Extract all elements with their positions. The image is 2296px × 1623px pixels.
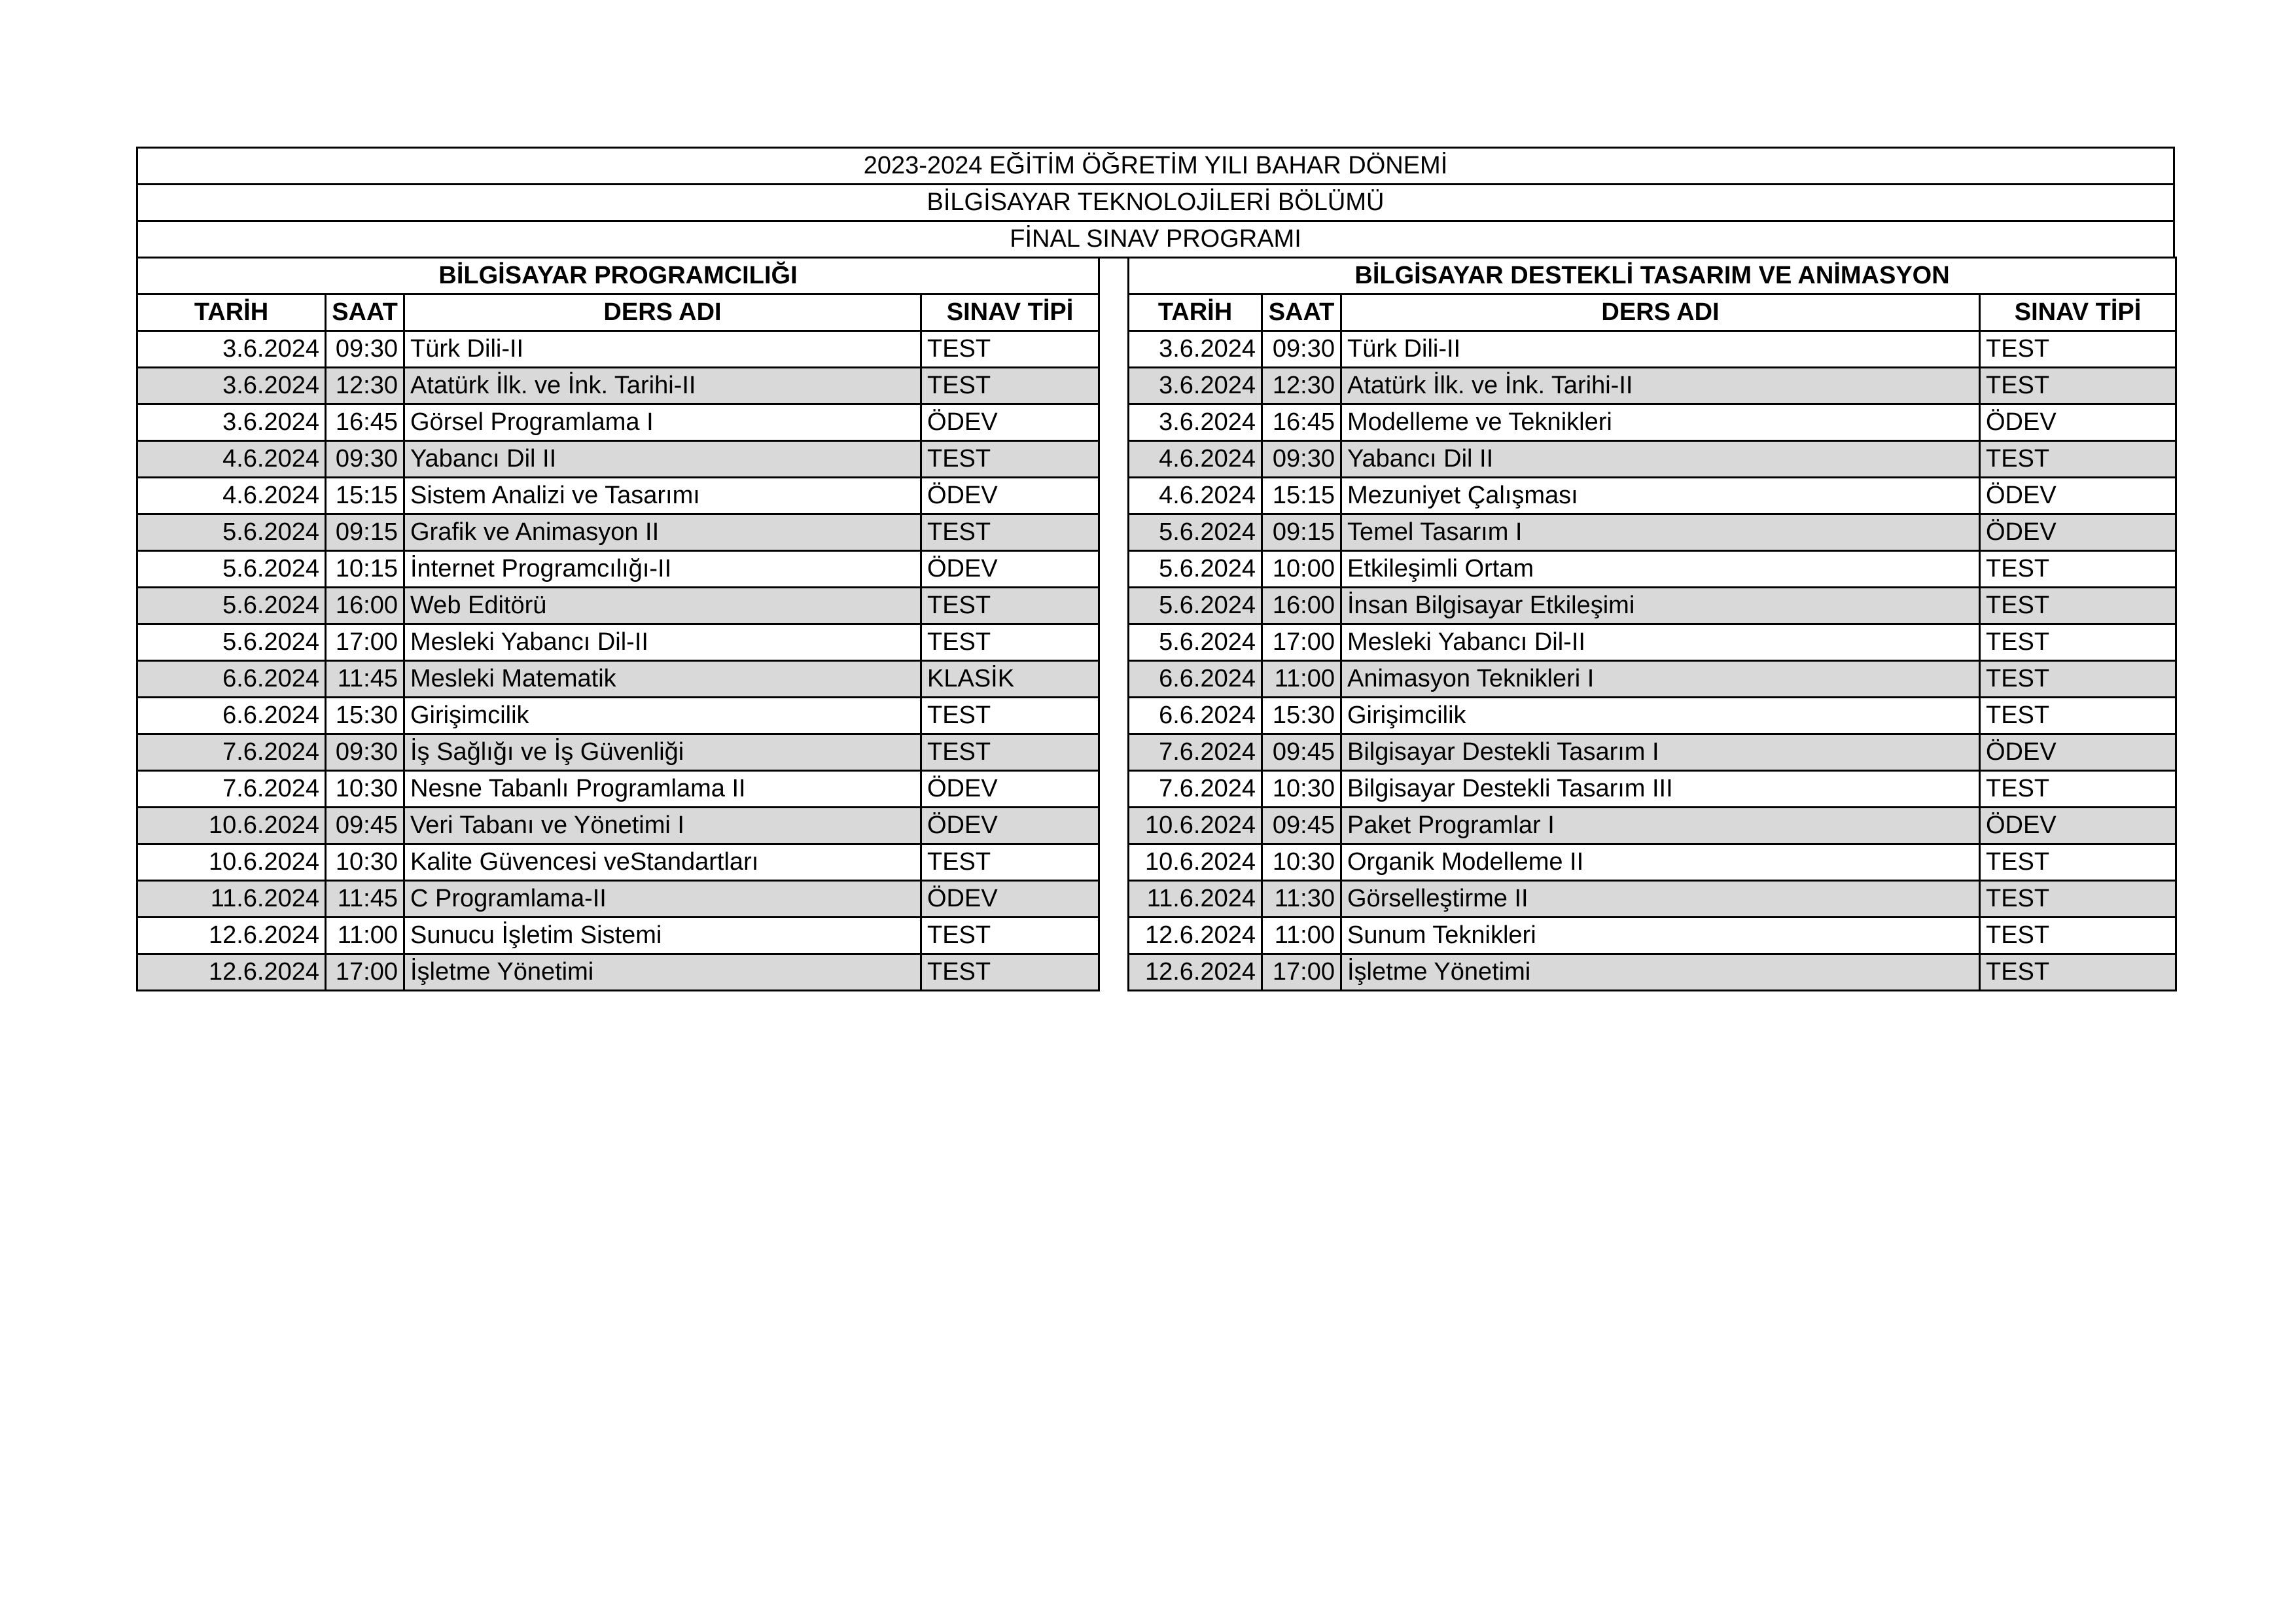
exam-time: 16:45	[1262, 404, 1341, 441]
exam-type: ÖDEV	[921, 404, 1099, 441]
exam-schedule-sheet	[136, 147, 2175, 986]
exam-date: 7.6.2024	[137, 734, 326, 771]
exam-date: 4.6.2024	[1129, 441, 1262, 478]
course-name: Animasyon Teknikleri I	[1341, 661, 1980, 698]
course-name: Sunum Teknikleri	[1341, 918, 1980, 954]
exam-type: ÖDEV	[1980, 478, 2176, 514]
exam-date: 3.6.2024	[137, 331, 326, 368]
table-row	[1129, 551, 2176, 588]
exam-type: ÖDEV	[1980, 404, 2176, 441]
table-row	[137, 331, 1099, 368]
course-name: Girişimcilik	[404, 698, 921, 734]
right-program-title: BİLGİSAYAR DESTEKLİ TASARIM VE ANİMASYON	[1129, 258, 2176, 294]
table-row	[1129, 478, 2176, 514]
exam-date: 6.6.2024	[137, 661, 326, 698]
exam-date: 12.6.2024	[1129, 954, 1262, 991]
exam-time: 10:30	[326, 771, 404, 808]
exam-time: 09:30	[1262, 331, 1341, 368]
course-name: Web Editörü	[404, 588, 921, 624]
exam-type: TEST	[921, 844, 1099, 881]
exam-date: 7.6.2024	[1129, 771, 1262, 808]
exam-type: ÖDEV	[1980, 734, 2176, 771]
exam-date: 10.6.2024	[137, 808, 326, 844]
exam-date: 10.6.2024	[1129, 844, 1262, 881]
course-name: Yabancı Dil II	[1341, 441, 1980, 478]
exam-time: 12:30	[326, 368, 404, 404]
exam-type: ÖDEV	[921, 551, 1099, 588]
course-name: Atatürk İlk. ve İnk. Tarihi-II	[1341, 368, 1980, 404]
exam-type: ÖDEV	[1980, 808, 2176, 844]
right-program-table	[1127, 257, 2177, 991]
table-row	[1129, 771, 2176, 808]
exam-time: 09:15	[326, 514, 404, 551]
exam-date: 11.6.2024	[137, 881, 326, 918]
course-name: Etkileşimli Ortam	[1341, 551, 1980, 588]
course-name: İnsan Bilgisayar Etkileşimi	[1341, 588, 1980, 624]
col-header-course: DERS ADI	[1341, 294, 1980, 331]
course-name: Yabancı Dil II	[404, 441, 921, 478]
exam-type: TEST	[1980, 698, 2176, 734]
table-row	[1129, 918, 2176, 954]
table-row	[137, 404, 1099, 441]
department-title: BİLGİSAYAR TEKNOLOJİLERİ BÖLÜMÜ	[137, 185, 2174, 221]
table-row	[1129, 588, 2176, 624]
exam-time: 09:45	[1262, 808, 1341, 844]
exam-time: 10:15	[326, 551, 404, 588]
table-row	[137, 844, 1099, 881]
exam-date: 4.6.2024	[137, 441, 326, 478]
table-row	[137, 368, 1099, 404]
exam-time: 17:00	[1262, 624, 1341, 661]
exam-time: 11:00	[1262, 661, 1341, 698]
table-row	[1129, 514, 2176, 551]
table-row	[137, 441, 1099, 478]
table-row	[137, 698, 1099, 734]
left-program-title: BİLGİSAYAR PROGRAMCILIĞI	[137, 258, 1099, 294]
exam-type: ÖDEV	[921, 771, 1099, 808]
exam-time: 16:00	[1262, 588, 1341, 624]
course-name: İş Sağlığı ve İş Güvenliği	[404, 734, 921, 771]
left-program-table	[136, 257, 1100, 991]
exam-type: TEST	[1980, 588, 2176, 624]
exam-time: 09:45	[1262, 734, 1341, 771]
exam-time: 12:30	[1262, 368, 1341, 404]
exam-type: ÖDEV	[921, 808, 1099, 844]
course-name: Kalite Güvencesi veStandartları	[404, 844, 921, 881]
exam-type: TEST	[1980, 624, 2176, 661]
col-header-exam-type: SINAV TİPİ	[1980, 294, 2176, 331]
exam-date: 3.6.2024	[1129, 331, 1262, 368]
course-name: Nesne Tabanlı Programlama II	[404, 771, 921, 808]
exam-time: 09:30	[326, 734, 404, 771]
exam-type: TEST	[921, 698, 1099, 734]
exam-date: 3.6.2024	[137, 404, 326, 441]
course-name: Bilgisayar Destekli Tasarım III	[1341, 771, 1980, 808]
table-row	[1129, 954, 2176, 991]
course-name: Atatürk İlk. ve İnk. Tarihi-II	[404, 368, 921, 404]
table-row	[137, 918, 1099, 954]
table-row	[1129, 368, 2176, 404]
course-name: Mezuniyet Çalışması	[1341, 478, 1980, 514]
table-row	[1129, 844, 2176, 881]
course-name: Grafik ve Animasyon II	[404, 514, 921, 551]
table-row	[137, 478, 1099, 514]
exam-time: 09:30	[326, 331, 404, 368]
exam-date: 12.6.2024	[1129, 918, 1262, 954]
exam-type: TEST	[921, 588, 1099, 624]
table-row	[1129, 624, 2176, 661]
exam-time: 16:45	[326, 404, 404, 441]
exam-type: TEST	[1980, 918, 2176, 954]
exam-type: TEST	[921, 368, 1099, 404]
exam-time: 17:00	[326, 954, 404, 991]
exam-date: 3.6.2024	[1129, 368, 1262, 404]
exam-time: 15:15	[1262, 478, 1341, 514]
exam-time: 11:30	[1262, 881, 1341, 918]
exam-date: 6.6.2024	[137, 698, 326, 734]
exam-date: 10.6.2024	[137, 844, 326, 881]
table-row	[1129, 881, 2176, 918]
exam-type: ÖDEV	[921, 881, 1099, 918]
table-row	[137, 624, 1099, 661]
exam-time: 15:30	[1262, 698, 1341, 734]
course-name: Bilgisayar Destekli Tasarım I	[1341, 734, 1980, 771]
table-row	[137, 808, 1099, 844]
table-row	[137, 734, 1099, 771]
course-name: Sunucu İşletim Sistemi	[404, 918, 921, 954]
col-header-time: SAAT	[326, 294, 404, 331]
table-row	[1129, 698, 2176, 734]
exam-date: 5.6.2024	[137, 588, 326, 624]
exam-time: 09:45	[326, 808, 404, 844]
exam-type: TEST	[1980, 771, 2176, 808]
exam-time: 09:15	[1262, 514, 1341, 551]
exam-time: 10:00	[1262, 551, 1341, 588]
exam-date: 3.6.2024	[1129, 404, 1262, 441]
exam-time: 09:30	[326, 441, 404, 478]
table-row	[137, 514, 1099, 551]
exam-type: TEST	[1980, 954, 2176, 991]
course-name: Mesleki Matematik	[404, 661, 921, 698]
exam-type: TEST	[921, 734, 1099, 771]
right-program-rows	[1129, 331, 2176, 991]
exam-time: 17:00	[1262, 954, 1341, 991]
col-header-date: TARİH	[1129, 294, 1262, 331]
course-name: Türk Dili-II	[404, 331, 921, 368]
exam-date: 5.6.2024	[1129, 551, 1262, 588]
exam-date: 4.6.2024	[137, 478, 326, 514]
course-name: Türk Dili-II	[1341, 331, 1980, 368]
exam-date: 5.6.2024	[137, 624, 326, 661]
course-name: Mesleki Yabancı Dil-II	[404, 624, 921, 661]
exam-time: 15:30	[326, 698, 404, 734]
academic-year-title: 2023-2024 EĞİTİM ÖĞRETİM YILI BAHAR DÖNEMİ	[137, 148, 2174, 185]
exam-type: TEST	[1980, 368, 2176, 404]
exam-time: 11:45	[326, 661, 404, 698]
exam-date: 12.6.2024	[137, 954, 326, 991]
course-name: İşletme Yönetimi	[1341, 954, 1980, 991]
exam-type: TEST	[1980, 881, 2176, 918]
course-name: C Programlama-II	[404, 881, 921, 918]
table-row	[1129, 808, 2176, 844]
col-header-time: SAAT	[1262, 294, 1341, 331]
course-name: Mesleki Yabancı Dil-II	[1341, 624, 1980, 661]
exam-time: 15:15	[326, 478, 404, 514]
table-row	[1129, 441, 2176, 478]
left-program-rows	[137, 331, 1099, 991]
exam-type: ÖDEV	[921, 478, 1099, 514]
exam-date: 6.6.2024	[1129, 698, 1262, 734]
course-name: İnternet Programcılığı-II	[404, 551, 921, 588]
exam-date: 4.6.2024	[1129, 478, 1262, 514]
exam-date: 7.6.2024	[1129, 734, 1262, 771]
exam-program-title: FİNAL SINAV PROGRAMI	[137, 221, 2174, 258]
table-row	[1129, 331, 2176, 368]
table-row	[1129, 661, 2176, 698]
schedule-header	[136, 147, 2175, 259]
exam-time: 10:30	[1262, 844, 1341, 881]
exam-type: TEST	[921, 918, 1099, 954]
exam-date: 5.6.2024	[1129, 624, 1262, 661]
course-name: Sistem Analizi ve Tasarımı	[404, 478, 921, 514]
exam-type: TEST	[1980, 551, 2176, 588]
exam-date: 6.6.2024	[1129, 661, 1262, 698]
exam-type: TEST	[921, 514, 1099, 551]
exam-time: 10:30	[326, 844, 404, 881]
col-header-exam-type: SINAV TİPİ	[921, 294, 1099, 331]
exam-date: 11.6.2024	[1129, 881, 1262, 918]
col-header-course: DERS ADI	[404, 294, 921, 331]
exam-time: 16:00	[326, 588, 404, 624]
exam-date: 3.6.2024	[137, 368, 326, 404]
course-name: Organik Modelleme II	[1341, 844, 1980, 881]
exam-date: 12.6.2024	[137, 918, 326, 954]
course-name: Görselleştirme II	[1341, 881, 1980, 918]
exam-time: 09:30	[1262, 441, 1341, 478]
table-row	[1129, 404, 2176, 441]
exam-time: 17:00	[326, 624, 404, 661]
table-row	[1129, 734, 2176, 771]
table-row	[137, 588, 1099, 624]
exam-date: 5.6.2024	[137, 514, 326, 551]
exam-type: TEST	[921, 624, 1099, 661]
exam-date: 5.6.2024	[1129, 514, 1262, 551]
course-name: Temel Tasarım I	[1341, 514, 1980, 551]
table-row	[137, 954, 1099, 991]
exam-date: 7.6.2024	[137, 771, 326, 808]
exam-type: TEST	[921, 331, 1099, 368]
table-row	[137, 661, 1099, 698]
table-row	[137, 551, 1099, 588]
course-name: Paket Programlar I	[1341, 808, 1980, 844]
course-name: İşletme Yönetimi	[404, 954, 921, 991]
course-name: Görsel Programlama I	[404, 404, 921, 441]
table-row	[137, 771, 1099, 808]
col-header-date: TARİH	[137, 294, 326, 331]
exam-type: TEST	[1980, 441, 2176, 478]
exam-time: 11:00	[326, 918, 404, 954]
exam-type: TEST	[921, 954, 1099, 991]
exam-date: 5.6.2024	[137, 551, 326, 588]
course-name: Veri Tabanı ve Yönetimi I	[404, 808, 921, 844]
exam-type: ÖDEV	[1980, 514, 2176, 551]
exam-type: KLASİK	[921, 661, 1099, 698]
exam-type: TEST	[921, 441, 1099, 478]
exam-time: 10:30	[1262, 771, 1341, 808]
table-row	[137, 881, 1099, 918]
exam-date: 10.6.2024	[1129, 808, 1262, 844]
exam-date: 5.6.2024	[1129, 588, 1262, 624]
exam-time: 11:45	[326, 881, 404, 918]
exam-type: TEST	[1980, 844, 2176, 881]
exam-type: TEST	[1980, 661, 2176, 698]
exam-type: TEST	[1980, 331, 2176, 368]
exam-time: 11:00	[1262, 918, 1341, 954]
course-name: Modelleme ve Teknikleri	[1341, 404, 1980, 441]
course-name: Girişimcilik	[1341, 698, 1980, 734]
